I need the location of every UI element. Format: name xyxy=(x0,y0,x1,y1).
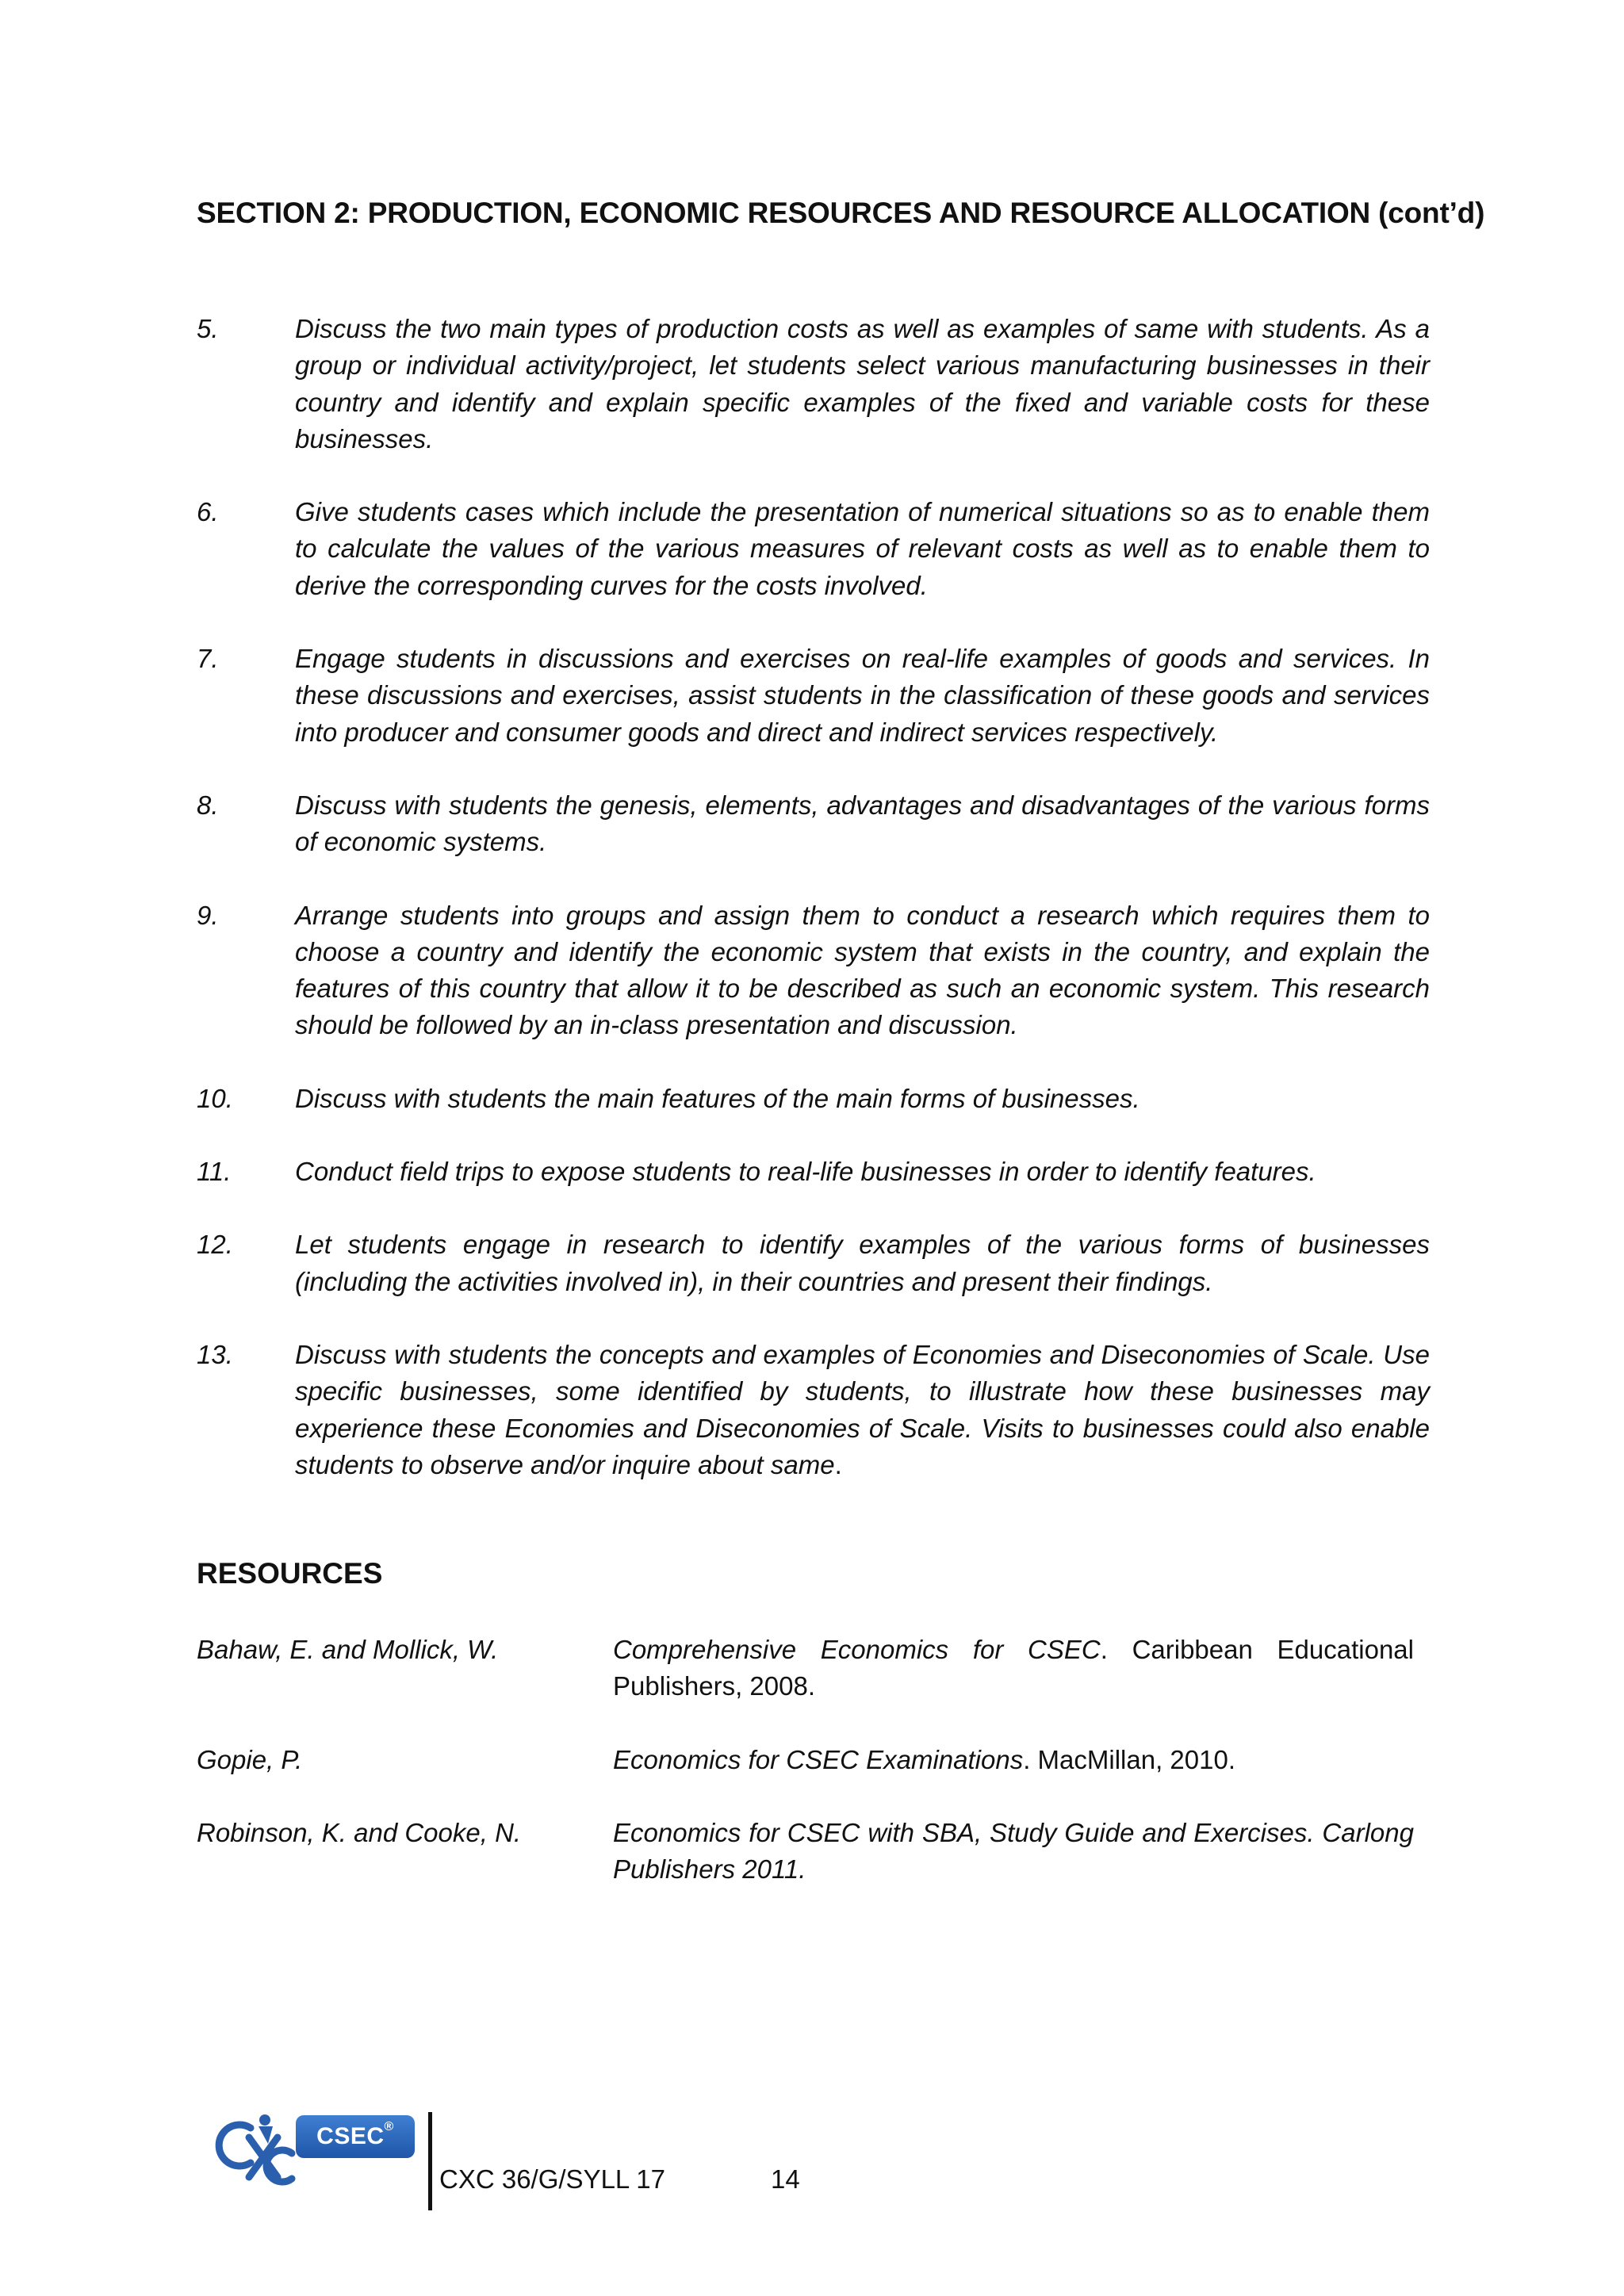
item-number: 10. xyxy=(197,1083,233,1113)
item-text: Give students cases which include the presentation of numerical situations so as to enable them to calculate the values of the various measures of relevant costs as well as to enable them to derive the corresponding curves for the costs involved. xyxy=(295,497,1430,600)
item-text: Conduct field trips to expose students to real-life businesses in order to identify features. xyxy=(295,1157,1316,1187)
suggested-activities-list xyxy=(197,311,1430,1520)
list-item xyxy=(197,311,1430,457)
item-number: 7. xyxy=(197,644,219,674)
item-text: Discuss the two main types of production costs as well as examples of same with students. As a group or individual activity/project, let students select various manufacturing businesses in their country and identify and explain specific examples of the fixed and variable costs for these businesses. xyxy=(295,314,1430,453)
list-item xyxy=(197,1081,1430,1117)
csec-badge xyxy=(296,2115,415,2158)
resources-list xyxy=(197,1632,1414,1924)
reference-publisher: . MacMillan, 2010. xyxy=(1023,1744,1235,1774)
item-text-body: Discuss with students the concepts and examples of Economies and Diseconomies of Scale. Use specific businesses, some identified by students, to illustrate how these businesses may experience these Economies and Diseconomies of Scale. Visits to businesses could also enable students to observe and/or inquire about same xyxy=(295,1339,1430,1479)
item-text: Engage students in discussions and exercises on real-life examples of goods and services. In these discussions and exercises, assist students in the classification of these goods and services into producer and consumer goods and direct and indirect services respectively. xyxy=(295,644,1430,747)
list-item xyxy=(197,787,1430,861)
item-number: 5. xyxy=(197,314,219,343)
resources-heading: RESOURCES xyxy=(197,1557,383,1590)
syllabus-code: CXC 36/G/SYLL 17 xyxy=(439,2164,665,2194)
item-text: Discuss with students the main features of the main forms of businesses. xyxy=(295,1083,1140,1113)
footer-divider xyxy=(428,2112,432,2210)
registered-mark: ® xyxy=(384,2120,394,2133)
reference-entry xyxy=(197,1632,1414,1705)
item-number: 9. xyxy=(197,900,219,930)
list-item xyxy=(197,641,1430,751)
reference-author: Robinson, K. and Cooke, N. xyxy=(197,1817,522,1847)
reference-title: Economics for CSEC with SBA, Study Guide and Exercises. Carlong Publishers 2011. xyxy=(613,1817,1414,1885)
item-text: Let students engage in research to identify examples of the various forms of businesses (including the activities involved in), in their countries and present their findings. xyxy=(295,1230,1430,1296)
section-title: SECTION 2: PRODUCTION, ECONOMIC RESOURCES AND RESOURCE ALLOCATION (cont’d) xyxy=(197,197,1485,229)
item-text xyxy=(295,1337,1430,1483)
item-text-period: . xyxy=(834,1449,842,1479)
item-number: 13. xyxy=(197,1339,233,1369)
item-number: 12. xyxy=(197,1230,233,1260)
reference-citation xyxy=(613,1742,1414,1778)
item-number: 8. xyxy=(197,790,219,820)
reference-citation xyxy=(613,1815,1414,1888)
page-number: 14 xyxy=(771,2164,800,2194)
item-number: 6. xyxy=(197,497,219,527)
reference-entry xyxy=(197,1815,1414,1888)
reference-citation xyxy=(613,1632,1414,1705)
reference-title: Comprehensive Economics for CSEC xyxy=(613,1635,1101,1664)
csec-badge-text: CSEC xyxy=(316,2123,385,2149)
reference-publisher: . Caribbean Educational Publishers, 2008. xyxy=(613,1635,1414,1701)
reference-author: Bahaw, E. and Mollick, W. xyxy=(197,1635,499,1664)
list-item xyxy=(197,1337,1430,1483)
reference-title: Economics for CSEC Examinations xyxy=(613,1744,1024,1774)
reference-entry xyxy=(197,1742,1414,1778)
item-text: Discuss with students the genesis, elements, advantages and disadvantages of the various forms of economic systems. xyxy=(295,790,1430,857)
list-item xyxy=(197,1154,1430,1190)
list-item xyxy=(197,1226,1430,1300)
list-item xyxy=(197,494,1430,604)
list-item xyxy=(197,897,1430,1044)
item-text: Arrange students into groups and assign them to conduct a research which requires them to choose a country and identify the economic system that exists in the country, and explain the features of this country that allow it to be described as such an economic system. This research should be followed by an in-class presentation and discussion. xyxy=(295,900,1430,1040)
page-footer xyxy=(0,2101,1624,2212)
item-number: 11. xyxy=(197,1157,232,1187)
reference-author: Gopie, P. xyxy=(197,1744,303,1774)
